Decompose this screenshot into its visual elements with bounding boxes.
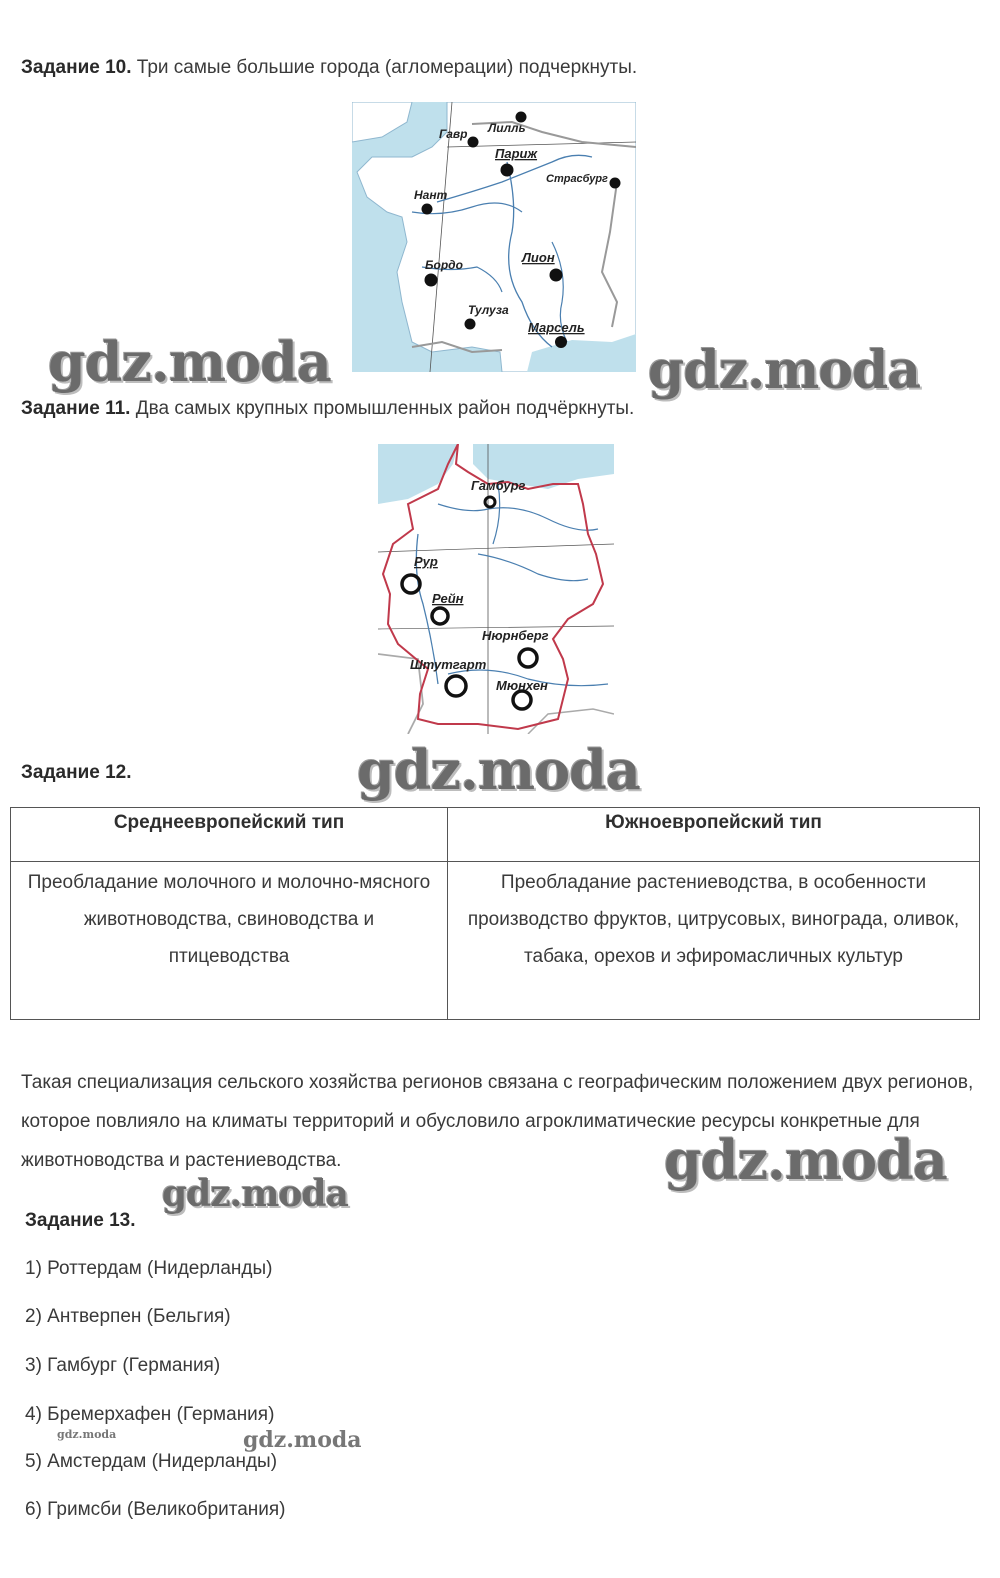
list-item: 3) Гамбург (Германия)	[25, 1355, 221, 1376]
city-label-ruhr: Рур	[414, 554, 438, 569]
watermark: gdz.moda	[357, 738, 640, 802]
watermark: gdz.moda	[57, 1428, 117, 1441]
germany-map	[378, 444, 614, 734]
city-label-havre: Гавр	[439, 127, 468, 141]
task11-text: Два самых крупных промышленных район подчёркнуты.	[135, 398, 635, 419]
city-label-strasbourg: Страсбург	[546, 173, 608, 185]
task10-label: Задание 10.	[21, 57, 132, 78]
list-item: 6) Гримсби (Великобритания)	[25, 1499, 286, 1520]
list-item: 5) Амстердам (Нидерланды)	[25, 1451, 278, 1472]
city-label-rhein: Рейн	[432, 591, 464, 606]
watermark: gdz.moda	[162, 1173, 348, 1215]
table-header-row	[11, 808, 980, 862]
city-label-paris: Париж	[495, 146, 538, 161]
table-cell: Преобладание растениеводства, в особенности производство фруктов, цитрусовых, винограда, оливок, табака, орехов и эфиромасличных культур	[448, 862, 980, 1020]
city-label-lyon: Лион	[522, 250, 555, 265]
watermark: gdz.moda	[243, 1427, 362, 1453]
table-header-cell: Среднеевропейский тип	[11, 808, 448, 862]
city-label-nuremberg: Нюрнберг	[482, 628, 549, 643]
table-row	[11, 862, 980, 1020]
city-label-bordeaux: Бордо	[425, 258, 463, 272]
agriculture-types-table	[10, 807, 980, 1020]
city-label-hamburg: Гамбург	[471, 478, 526, 493]
city-label-toulouse: Тулуза	[468, 303, 509, 317]
watermark: gdz.moda	[48, 330, 331, 394]
city-label-stuttgart: Штутгарт	[410, 657, 487, 672]
watermark: gdz.moda	[648, 340, 921, 401]
city-label-munich: Мюнхен	[496, 678, 548, 693]
city-label-lille: Лилль	[488, 121, 526, 135]
task12-paragraph: Такая специализация сельского хозяйства регионов связана с географическим положением двух регионов, которое повлияло на климаты территорий и обусловило агроклиматические ресурсы конкретные для животноводства и растениеводства.	[21, 1072, 974, 1171]
france-map	[352, 102, 636, 372]
city-label-nantes: Нант	[414, 188, 448, 202]
task10-title	[21, 57, 637, 79]
list-item: 1) Роттердам (Нидерланды)	[25, 1258, 273, 1279]
task13-title	[25, 1210, 136, 1232]
task13-label: Задание 13.	[25, 1210, 136, 1231]
city-label-marseille: Марсель	[528, 320, 585, 335]
list-item: 4) Бремерхафен (Германия)	[25, 1404, 275, 1425]
list-item: 2) Антверпен (Бельгия)	[25, 1306, 231, 1327]
table-cell: Преобладание молочного и молочно-мясного животноводства, свиноводства и птицеводства	[11, 862, 448, 1020]
watermark: gdz.moda	[664, 1128, 947, 1192]
task10-text: Три самые большие города (агломерации) подчеркнуты.	[136, 57, 638, 78]
task11-label: Задание 11.	[21, 398, 131, 419]
task12-label: Задание 12.	[21, 762, 132, 783]
task12-title	[21, 762, 132, 784]
task11-title	[21, 398, 634, 420]
table-header-cell: Южноевропейский тип	[448, 808, 980, 862]
